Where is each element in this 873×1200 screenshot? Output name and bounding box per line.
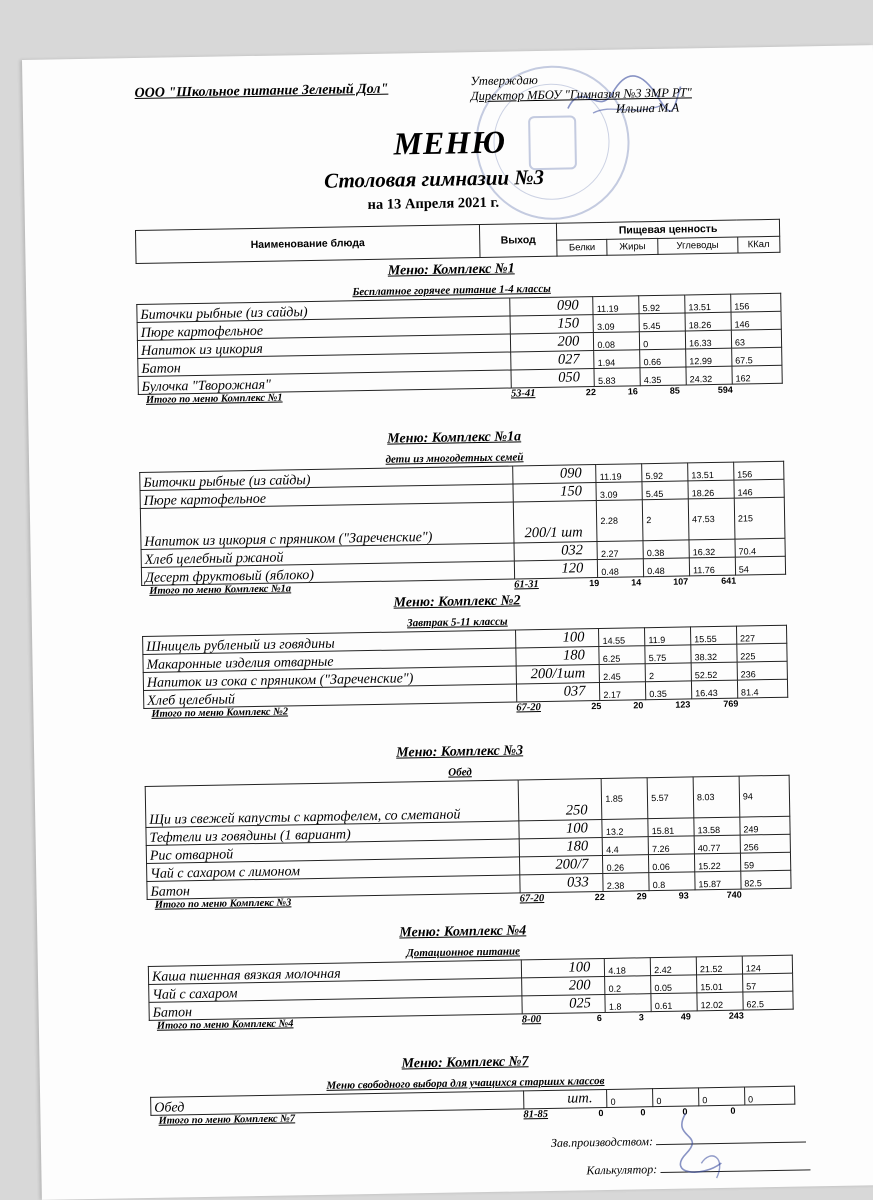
fat-value: 5.92	[639, 295, 685, 314]
carbs-value: 12.02	[697, 992, 743, 1011]
approval-block	[470, 70, 692, 119]
dish-name: Биточки рыбные (из сайды)	[140, 466, 513, 491]
dish-name: Напиток из цикория с пряником ("Зареченские")	[140, 502, 514, 550]
dish-name: Пюре картофельное	[137, 316, 510, 341]
total-label: Итого по меню Комплекс №7	[158, 1113, 296, 1127]
menu-table	[148, 955, 794, 1024]
total-carbs: 123	[675, 699, 691, 710]
kcal-value: 146	[734, 479, 784, 498]
total-protein: 25	[591, 700, 602, 712]
dish-output: 100	[516, 629, 599, 648]
dish-name: Пюре картофельное	[140, 484, 513, 509]
dish-name: Биточки рыбные (из сайды)	[137, 298, 510, 323]
approval-line-1: Утверждаю	[470, 73, 538, 89]
protein-value: 2.28	[597, 500, 644, 542]
total-protein: 0	[598, 1108, 604, 1119]
menu-table	[136, 293, 782, 398]
protein-value: 1.85	[601, 778, 648, 820]
total-label: Итого по меню Комплекс №1	[145, 392, 283, 406]
dish-name: Батон	[147, 875, 520, 900]
total-kcal: 0	[730, 1105, 736, 1116]
total-kcal: 243	[728, 1010, 744, 1021]
kcal-value: 249	[740, 816, 790, 835]
dish-name: Батон	[138, 352, 511, 377]
total-carbs: 107	[673, 576, 689, 587]
total-kcal: 641	[721, 575, 737, 586]
dish-output: 027	[511, 351, 594, 370]
menu-table	[145, 775, 792, 903]
protein-value: 11.19	[596, 464, 642, 483]
kcal-value: 215	[734, 497, 785, 539]
kcal-value: 82.5	[741, 870, 791, 889]
kcal-value: 124	[742, 955, 792, 974]
section-subtitle: Дотационное питание	[406, 945, 521, 960]
fat-value: 15.81	[648, 818, 694, 837]
fat-value: 11.9	[645, 627, 691, 646]
fat-value: 0.61	[651, 993, 697, 1012]
total-output: 67-20	[519, 893, 545, 905]
organization-name: ООО "Школьное питание Зеленый Дол"	[134, 81, 389, 102]
protein-value: 5.83	[594, 368, 640, 387]
dish-name: Хлеб целебный	[144, 684, 517, 709]
fat-value: 2	[642, 499, 689, 541]
total-kcal: 740	[726, 889, 742, 900]
dish-output: 090	[513, 465, 596, 484]
dish-name: Булочка "Творожная"	[138, 370, 511, 395]
fat-value: 0	[653, 1088, 699, 1107]
carbs-value: 13.58	[694, 817, 740, 836]
total-protein: 19	[589, 578, 600, 589]
fat-value: 7.26	[648, 836, 694, 855]
kcal-value: 162	[732, 365, 782, 384]
section-title: Меню: Комплекс №4	[399, 923, 527, 941]
dish-output: 150	[513, 483, 596, 502]
protein-value: 0	[607, 1089, 653, 1108]
section-title: Меню: Комплекс №2	[393, 593, 521, 611]
protein-value: 3.09	[596, 482, 642, 501]
fat-value: 2.42	[650, 957, 696, 976]
section-subtitle: дети из многодетных семей	[385, 451, 524, 466]
protein-value: 14.55	[599, 628, 645, 647]
carbs-value: 16.33	[685, 330, 731, 349]
fat-value: 0.8	[649, 872, 695, 891]
dish-output: 200	[511, 333, 594, 352]
section-title: Меню: Комплекс №3	[396, 743, 524, 761]
total-output: 81-85	[523, 1108, 549, 1121]
dish-name: Напиток из сока с пряником ("Зареченские")	[143, 666, 516, 691]
section-subtitle: Завтрак 5-11 классы	[407, 615, 508, 630]
kcal-value: 146	[731, 311, 781, 330]
dish-name: Шницель рубленый из говядины	[143, 630, 516, 655]
kcal-value: 70.4	[735, 538, 785, 557]
dish-name: Чай с сахаром с лимоном	[147, 857, 520, 882]
carbs-value: 11.76	[689, 557, 735, 576]
dish-name: Батон	[149, 996, 522, 1021]
total-carbs: 0	[682, 1106, 688, 1117]
approval-signatory: Ильина М.А	[615, 100, 680, 116]
fat-value: 0	[640, 331, 686, 350]
kcal-value: 236	[737, 661, 787, 680]
carbs-value: 52.52	[691, 662, 737, 681]
col-dish-header: Наименование блюда	[135, 225, 480, 264]
fat-value: 5.92	[642, 463, 688, 482]
total-carbs: 93	[678, 890, 689, 901]
carbs-value: 16.43	[691, 680, 737, 699]
kcal-value: 227	[736, 625, 786, 644]
total-fat: 14	[631, 577, 642, 588]
carbs-value: 13.51	[688, 462, 734, 481]
dish-output: 200	[522, 976, 605, 995]
dish-output: 150	[510, 315, 593, 334]
kcal-value: 67.5	[731, 347, 781, 366]
total-label: Итого по меню Комплекс №4	[156, 1018, 294, 1032]
fat-value: 5.45	[639, 313, 685, 332]
handwritten-signature-icon	[665, 1105, 736, 1189]
fat-value: 0.06	[649, 854, 695, 873]
total-fat: 16	[627, 386, 638, 397]
carbs-value: 40.77	[694, 835, 740, 854]
production-head-label: Зав.производством:	[550, 1134, 654, 1150]
total-protein: 6	[596, 1013, 602, 1024]
protein-value: 2.17	[600, 682, 646, 701]
total-output: 53-41	[510, 388, 536, 400]
carbs-value: 24.32	[686, 366, 732, 385]
carbs-value: 47.53	[688, 498, 735, 540]
col-nutrition-header: Пищевая ценность	[556, 219, 779, 240]
kcal-value: 94	[739, 775, 790, 817]
carbs-value: 8.03	[693, 776, 740, 818]
section-subtitle: Меню свободного выбора для учащихся старших классов	[326, 1074, 605, 1092]
kcal-value: 54	[735, 556, 785, 575]
total-fat: 20	[633, 700, 644, 711]
dish-output: 200/1шт	[516, 665, 599, 684]
fat-value: 5.45	[642, 481, 688, 500]
dish-output: шт.	[524, 1089, 607, 1108]
dish-output: 090	[510, 297, 593, 316]
menu-table	[142, 625, 788, 712]
fat-value: 0.35	[646, 681, 692, 700]
dish-name: Макаронные изделия отварные	[143, 648, 516, 673]
kcal-value: 156	[733, 461, 783, 480]
section-title: Меню: Комплекс №1а	[387, 429, 522, 447]
kcal-value: 225	[737, 643, 787, 662]
total-fat: 3	[638, 1012, 644, 1023]
kcal-value: 256	[740, 834, 790, 853]
approval-line-2: Директор МБОУ "Гимназия №3 ЗМР РТ"	[470, 85, 692, 104]
dish-output: 025	[522, 994, 605, 1013]
total-protein: 22	[594, 891, 605, 903]
total-protein: 22	[585, 387, 596, 398]
total-fat: 29	[636, 891, 647, 902]
carbs-value: 15.22	[694, 853, 740, 872]
dish-output: 100	[519, 819, 602, 838]
dish-name: Рис отварной	[146, 839, 519, 864]
kcal-value: 57	[742, 973, 792, 992]
col-output-header: Выход	[479, 223, 557, 257]
protein-value: 11.19	[593, 296, 639, 315]
menu-date: на 13 Апреля 2021 г.	[367, 194, 500, 213]
page-subtitle: Столовая гимназии №3	[323, 164, 545, 193]
section-title: Меню: Комплекс №7	[401, 1054, 529, 1072]
total-output: 67-20	[516, 702, 541, 714]
protein-value: 2.38	[603, 873, 649, 892]
protein-value: 1.94	[594, 350, 640, 369]
protein-value: 3.09	[593, 314, 639, 333]
col-protein-header: Белки	[557, 239, 608, 256]
kcal-value: 62.5	[743, 991, 793, 1010]
col-fat-header: Жиры	[607, 239, 658, 256]
protein-value: 0.48	[598, 559, 644, 578]
protein-value: 2.27	[597, 541, 643, 560]
calculator-label: Калькулятор:	[586, 1162, 658, 1178]
dish-name: Хлеб целебный ржаной	[141, 543, 514, 568]
carbs-value: 13.51	[685, 294, 731, 313]
menu-table	[139, 461, 786, 589]
carbs-value: 18.26	[688, 480, 734, 499]
carbs-value: 15.55	[691, 626, 737, 645]
kcal-value: 59	[740, 852, 790, 871]
dish-name: Чай с сахаром	[149, 978, 522, 1003]
total-carbs: 49	[680, 1011, 691, 1022]
section-subtitle: Обед	[448, 766, 472, 779]
fat-value: 0.38	[643, 540, 689, 559]
total-carbs: 85	[669, 385, 680, 396]
dish-output: 032	[514, 542, 597, 561]
dish-output: 200/1 шт	[513, 501, 597, 543]
protein-value: 6.25	[599, 646, 645, 665]
dish-output: 100	[521, 958, 604, 977]
protein-value: 4.4	[602, 837, 648, 856]
total-output: 8-00	[521, 1014, 542, 1026]
dish-output: 250	[518, 778, 602, 820]
kcal-value: 63	[731, 329, 781, 348]
dish-output: 033	[520, 873, 603, 892]
total-kcal: 769	[723, 698, 739, 709]
dish-name: Напиток из цикория	[137, 334, 510, 359]
dish-output: 200/7	[520, 855, 603, 874]
carbs-value: 0	[699, 1087, 745, 1106]
carbs-value: 12.99	[686, 348, 732, 367]
protein-value: 0.2	[605, 976, 651, 995]
total-output: 61-31	[514, 579, 539, 591]
dish-name: Тефтели из говядины (1 вариант)	[146, 821, 519, 846]
protein-value: 1.8	[605, 994, 651, 1013]
carbs-value: 15.01	[697, 974, 743, 993]
protein-value: 0.08	[594, 332, 640, 351]
carbs-value: 38.32	[691, 644, 737, 663]
carbs-value: 16.32	[689, 539, 735, 558]
dish-name: Обед	[151, 1091, 524, 1116]
column-header-table	[135, 219, 780, 264]
total-label: Итого по меню Комплекс №1а	[149, 583, 292, 597]
total-kcal: 594	[717, 384, 733, 395]
menu-sheet	[22, 45, 873, 1200]
dish-output: 050	[511, 369, 594, 388]
fat-value: 2	[645, 663, 691, 682]
protein-value: 13.2	[602, 819, 648, 838]
protein-value: 4.18	[605, 958, 651, 977]
dish-output: 037	[517, 683, 600, 702]
fat-value: 5.75	[645, 645, 691, 664]
total-label: Итого по меню Комплекс №3	[154, 897, 292, 911]
dish-name: Каша пшенная вязкая молочная	[148, 960, 521, 985]
section-title: Меню: Комплекс №1	[387, 261, 515, 279]
col-carbs-header: Углеводы	[657, 237, 737, 254]
protein-value: 2.45	[599, 664, 645, 683]
kcal-value: 156	[731, 293, 781, 312]
dish-output: 120	[514, 560, 597, 579]
total-fat: 0	[640, 1107, 646, 1118]
dish-name: Десерт фруктовый (яблоко)	[141, 561, 514, 586]
dish-output: 180	[519, 837, 602, 856]
carbs-value: 21.52	[696, 956, 742, 975]
dish-name: Щи из свежей капусты с картофелем, со сметаной	[145, 780, 519, 828]
col-kcal-header: ККал	[737, 236, 780, 253]
fat-value: 5.57	[647, 777, 694, 819]
kcal-value: 0	[744, 1086, 794, 1105]
section-subtitle: Бесплатное горячее питание 1-4 классы	[352, 282, 551, 299]
kcal-value: 81.4	[737, 679, 787, 698]
fat-value: 0.66	[640, 349, 686, 368]
total-label: Итого по меню Комплекс №2	[151, 706, 289, 720]
page-title: МЕНЮ	[393, 123, 507, 162]
dish-output: 180	[516, 647, 599, 666]
carbs-value: 15.87	[695, 871, 741, 890]
protein-value: 0.26	[603, 855, 649, 874]
fat-value: 4.35	[640, 367, 686, 386]
fat-value: 0.05	[651, 975, 697, 994]
fat-value: 0.48	[643, 558, 689, 577]
carbs-value: 18.26	[685, 312, 731, 331]
